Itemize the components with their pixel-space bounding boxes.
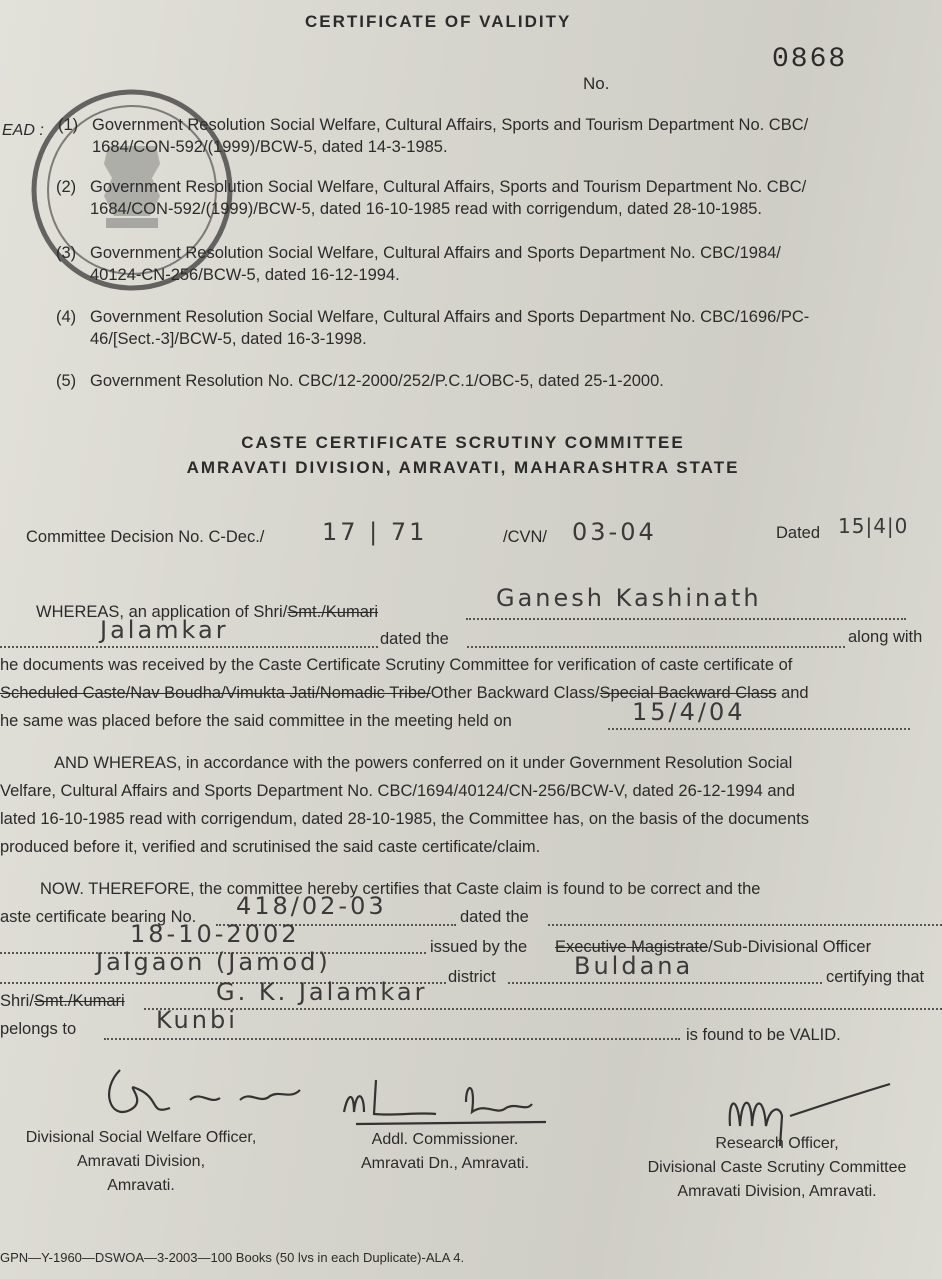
district-value: Buldana: [574, 952, 694, 980]
signature-1-icon: [90, 1060, 330, 1130]
committee-division: AMRAVATI DIVISION, AMRAVATI, MAHARASHTRA STATE: [186, 458, 740, 477]
para1-line3: he documents was received by the Caste Certificate Scrutiny Committee for verification of caste certificate of: [0, 656, 793, 674]
district-label: district: [448, 968, 496, 986]
reference-text: Government Resolution Social Welfare, Cultural Affairs, Sports and Tourism Department No. CBC/: [92, 116, 809, 134]
para2-line2: Velfare, Cultural Affairs and Sports Department No. CBC/1694/40124/CN-256/BCW-V, dated 26-12-1994 and: [0, 782, 795, 800]
certificate-title: CERTIFICATE OF VALIDITY: [305, 12, 572, 31]
reference-4: [56, 306, 809, 350]
struck-title: Smt./Kumari: [33, 992, 125, 1010]
signature-block-2: [320, 1128, 570, 1176]
para2-line1: AND WHEREAS, in accordance with the powers conferred on it under Government Resolution Social: [54, 754, 793, 772]
whereas-label: WHEREAS, an application of Shri/: [36, 603, 288, 621]
dated-the-label: dated the: [460, 908, 529, 926]
struck-category: Special Backward Class: [599, 684, 777, 702]
dated-value: 15|4|0: [838, 514, 909, 538]
and-text: and: [776, 684, 809, 702]
dotted-line: [104, 1038, 680, 1040]
committee-name: CASTE CERTIFICATE SCRUTINY COMMITTEE: [241, 433, 685, 452]
applicant-surname: Jalamkar: [100, 616, 229, 644]
signatory-committee: Divisional Caste Scrutiny Committee: [647, 1159, 907, 1176]
reference-number: (2): [56, 178, 77, 196]
signature-block-1: [0, 1126, 286, 1198]
para2-line3: lated 16-10-1985 read with corrigendum, dated 28-10-1985, the Committee has, on the basis of the documents: [0, 810, 809, 828]
dated-label: Dated: [776, 524, 821, 542]
reference-number: (5): [56, 372, 77, 390]
reference-5: [56, 370, 664, 392]
valid-text: is found to be VALID.: [686, 1026, 841, 1044]
dotted-line: [0, 646, 378, 648]
struck-categories: Scheduled Caste/Nav Boudha/Vimukta Jati/Nomadic Tribe/: [0, 684, 431, 702]
selected-category: Other Backward Class/: [430, 684, 600, 702]
reference-1: [58, 114, 808, 158]
signatory-division: Amravati Division,: [76, 1153, 206, 1170]
para3-line1: NOW. THEREFORE, the committee hereby certifies that Caste claim is found to be correct and the: [40, 880, 761, 898]
number-label: No.: [583, 74, 610, 93]
reference-number: (4): [56, 308, 77, 326]
struck-authority: Executive Magistrate: [555, 938, 709, 956]
holder-title: [0, 992, 125, 1011]
signatory-designation: Research Officer,: [715, 1135, 839, 1152]
decision-label: Committee Decision No. C-Dec./: [26, 528, 265, 546]
caste-value: Kunbi: [156, 1006, 238, 1034]
signatory-place: Amravati.: [107, 1177, 175, 1194]
dated-the-label: dated the: [380, 630, 449, 648]
committee-heading: [148, 430, 778, 480]
along-with-label: along with: [848, 628, 923, 646]
reference-text: Government Resolution Social Welfare, Cultural Affairs and Sports Department No. CBC/1696/PC-: [90, 308, 810, 326]
dotted-line: [508, 982, 822, 984]
dotted-line: [608, 728, 910, 730]
para1-line5: he same was placed before the said committee in the meeting held on: [0, 712, 512, 730]
reference-text: Government Resolution Social Welfare, Cultural Affairs and Sports Department No. CBC/1984/: [90, 244, 781, 262]
issuing-place: Jalgaon (Jamod): [96, 948, 331, 976]
issued-by-label: issued by the: [430, 938, 528, 956]
bearing-label: aste certificate bearing No.: [0, 908, 197, 926]
reference-text: 1684/CON-592/(1999)/BCW-5, dated 14-3-1985.: [92, 138, 448, 156]
cvn-label: /CVN/: [503, 528, 548, 546]
signatory-division: Amravati Dn., Amravati.: [360, 1155, 530, 1172]
belongs-label: pelongs to: [0, 1020, 77, 1038]
dotted-line: [144, 1008, 942, 1010]
holder-name: G. K. Jalamkar: [216, 978, 428, 1006]
serial-number: 0868: [772, 44, 848, 75]
certificate-date: 18-10-2002: [130, 920, 300, 948]
dotted-line: [466, 618, 906, 620]
meeting-date: 15/4/04: [632, 698, 746, 726]
reference-2: [56, 176, 806, 220]
dotted-line: [548, 924, 942, 926]
read-label: EAD :: [2, 122, 44, 139]
signature-2-icon: [336, 1072, 556, 1132]
dotted-line: [467, 646, 845, 648]
signatory-designation: Addl. Commissioner.: [371, 1131, 519, 1148]
reference-text: 46/[Sect.-3]/BCW-5, dated 16-3-1998.: [90, 330, 367, 348]
reference-number: (1): [58, 116, 79, 134]
signatory-division: Amravati Division, Amravati.: [677, 1183, 877, 1200]
shri-label: Shri/: [0, 992, 34, 1010]
certificate-number: 418/02-03: [236, 892, 387, 920]
para2-line4: produced before it, verified and scrutinised the said caste certificate/claim.: [0, 838, 541, 856]
printer-footer: GPN—Y-1960—DSWOA—3-2003—100 Books (50 lvs in each Duplicate)-ALA 4.: [0, 1250, 465, 1265]
applicant-first-name: Ganesh Kashinath: [496, 584, 762, 612]
decision-number: 17 | 71: [322, 518, 428, 546]
signatory-designation: Divisional Social Welfare Officer,: [25, 1129, 257, 1146]
reference-number: (3): [56, 244, 77, 262]
cvn-value: 03-04: [572, 518, 657, 546]
reference-text: Government Resolution No. CBC/12-2000/252/P.C.1/OBC-5, dated 25-1-2000.: [90, 372, 664, 390]
reference-text: 1684/CON-592/(1999)/BCW-5, dated 16-10-1985 read with corrigendum, dated 28-10-1985.: [90, 200, 763, 218]
signature-block-3: [612, 1132, 942, 1204]
reference-text: 40124-CN-256/BCW-5, dated 16-12-1994.: [90, 266, 400, 284]
authority-sdo: /Sub-Divisional Officer: [708, 938, 872, 956]
certifying-label: certifying that: [826, 968, 925, 986]
reference-3: [56, 242, 781, 286]
reference-text: Government Resolution Social Welfare, Cultural Affairs, Sports and Tourism Department No. CBC/: [90, 178, 807, 196]
struck-title: Smt./Kumari: [287, 603, 379, 621]
